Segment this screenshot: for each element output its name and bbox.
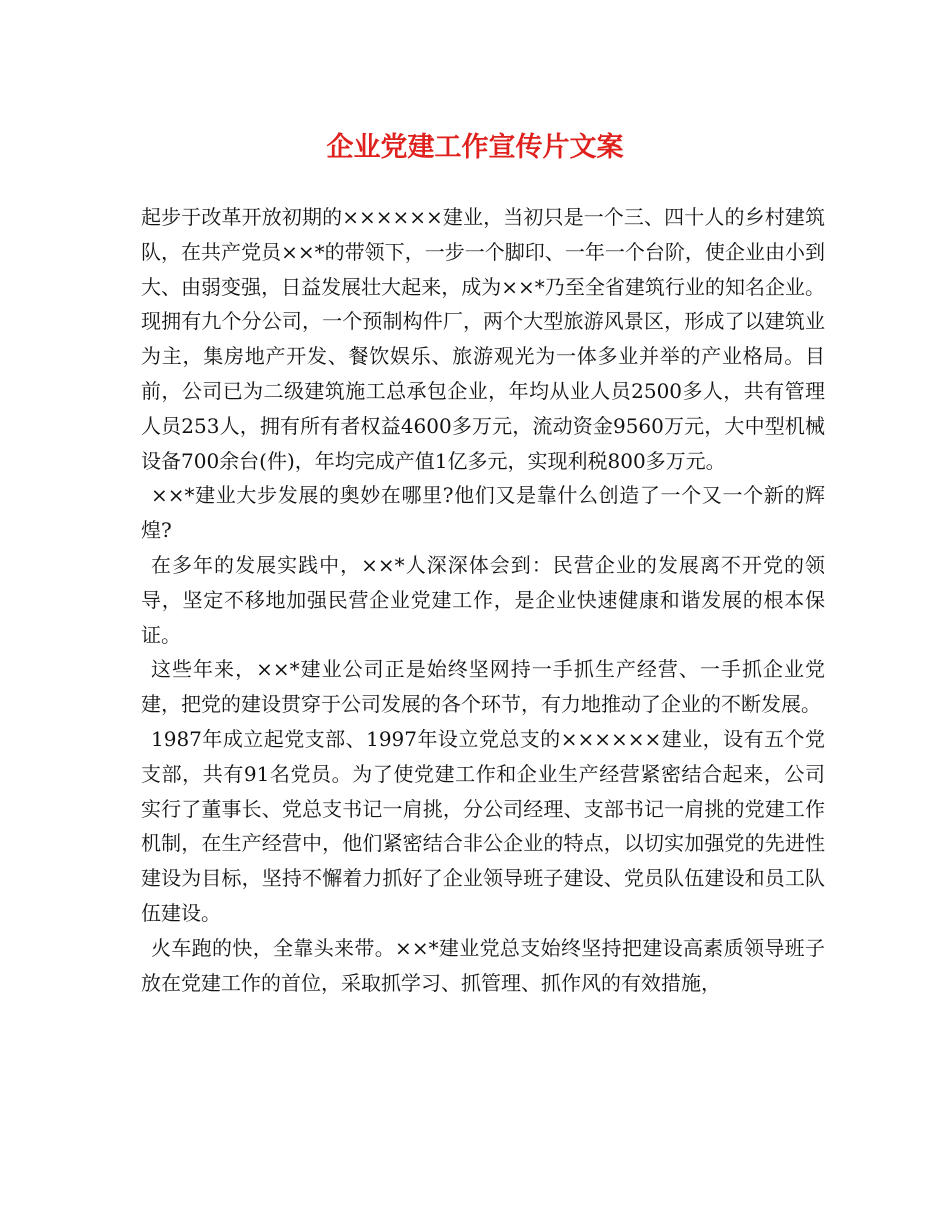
paragraph-question: ××*建业大步发展的奥妙在哪里?他们又是靠什么创造了一个又一个新的辉煌? bbox=[141, 483, 825, 543]
document-body bbox=[141, 200, 825, 1000]
paragraph-leadership: 火车跑的快，全靠头来带。××*建业党总支始终坚持把建设高素质领导班子放在党建工作的首位，采取抓学习、抓管理、抓作风的有效措施， bbox=[141, 935, 825, 995]
paragraph-intro: 起步于改革开放初期的××××××建业，当初只是一个三、四十人的乡村建筑队，在共产党员××*的带领下，一步一个脚印、一年一个台阶，使企业由小到大、由弱变强，日益发展壮大起来，成为××*乃至全省建筑行业的知名企业。现拥有九个分公司，一个预制构件厂，两个大型旅游风景区，形成了以建筑业为主，集房地产开发、餐饮娱乐、旅游观光为一体多业并举的产业格局。目前，公司已为二级建筑施工总承包企业，年均从业人员2500多人，共有管理人员253人，拥有所有者权益4600多万元，流动资金9560万元，大中型机械设备700余台(件)，年均完成产值1亿多元，实现利税800多万元。 bbox=[141, 205, 825, 473]
document-title: 企业党建工作宣传片文案 bbox=[326, 132, 624, 163]
paragraph-history: 1987年成立起党支部、1997年设立党总支的××××××建业，设有五个党支部，共有91名党员。为了使党建工作和企业生产经营紧密结合起来，公司实行了董事长、党总支书记一肩挑，分公司经理、支部书记一肩挑的党建工作机制，在生产经营中，他们紧密结合非公企业的特点，以切实加强党的先进性建设为目标，坚持不懈着力抓好了企业领导班子建设、党员队伍建设和员工队伍建设。 bbox=[141, 726, 825, 925]
paragraph-experience: 在多年的发展实践中，××*人深深体会到：民营企业的发展离不开党的领导，坚定不移地加强民营企业党建工作，是企业快速健康和谐发展的根本保证。 bbox=[141, 552, 825, 647]
paragraph-practice: 这些年来，××*建业公司正是始终坚网持一手抓生产经营、一手抓企业党建，把党的建设贯穿于公司发展的各个环节，有力地推动了企业的不断发展。 bbox=[141, 657, 825, 717]
